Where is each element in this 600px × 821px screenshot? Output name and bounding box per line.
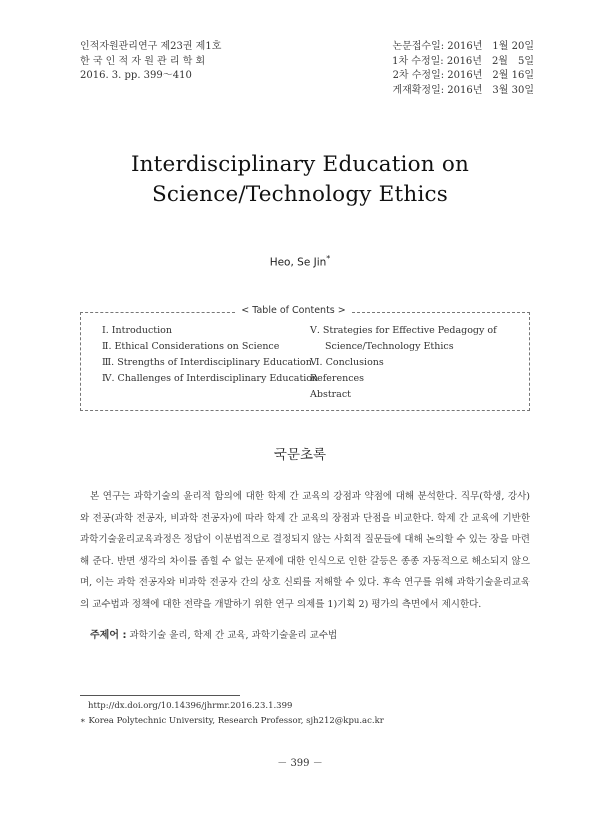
title-line-1: Interdisciplinary Education on <box>130 152 470 177</box>
issue-pages: 2016. 3. pp. 399～410 <box>80 70 192 81</box>
toc-item-challenges: Ⅳ. Challenges of Interdisciplinary Education <box>102 373 319 384</box>
keywords-label: 주제어 : <box>90 630 127 641</box>
toc-item-conclusions: Ⅵ. Conclusions <box>310 357 384 368</box>
footnotes <box>80 699 384 729</box>
date-revised-2: 2차 수정일: 2016년 2월 16일 <box>392 70 534 81</box>
abstract-body <box>80 486 530 615</box>
toc-right-column <box>310 323 497 403</box>
submission-dates <box>392 40 534 98</box>
toc-item-introduction: Ⅰ. Introduction <box>102 325 172 336</box>
journal-info <box>80 40 221 84</box>
date-revised-1: 1차 수정일: 2016년 2월 5일 <box>392 55 534 67</box>
author-affiliation: ∗ Korea Polytechnic University, Research Professor, sjh212@kpu.ac.kr <box>80 716 384 726</box>
toc-item-strengths: Ⅲ. Strengths of Interdisciplinary Education <box>102 357 312 368</box>
toc-item-ethical-considerations: Ⅱ. Ethical Considerations on Science <box>102 341 280 352</box>
keywords-terms: 과학기술 윤리, 학제 간 교육, 과학기술윤리 교수법 <box>129 630 338 641</box>
author <box>0 254 600 269</box>
date-received: 논문접수일: 2016년 1월 20일 <box>392 41 534 52</box>
toc-item-abstract: Abstract <box>310 389 351 400</box>
toc-item-references: References <box>310 373 365 384</box>
author-name: Heo, Se Jin <box>269 256 327 269</box>
title-line-2: Science/Technology Ethics <box>152 182 448 207</box>
toc-border-top-right <box>352 312 530 313</box>
page-number: － 399 － <box>277 758 323 769</box>
doi-link[interactable]: http://dx.doi.org/10.14396/jhrmr.2016.23.1.399 <box>88 701 293 711</box>
abstract-heading: 국문초록 <box>273 447 327 463</box>
society-name: 한 국 인 적 자 원 관 리 학 회 <box>80 55 206 67</box>
journal-name: 인적자원관리연구 제23권 제1호 <box>80 41 222 52</box>
toc-item-strategies-cont: Science/Technology Ethics <box>325 341 454 352</box>
toc-left-column <box>102 323 318 387</box>
toc-heading: < Table of Contents > <box>235 305 352 316</box>
author-footnote-mark: * <box>326 254 331 263</box>
toc-border-top-left <box>80 312 235 313</box>
toc-item-strategies: Ⅴ. Strategies for Effective Pedagogy of <box>310 325 497 336</box>
date-accepted: 게재확정일: 2016년 3월 30일 <box>392 84 534 96</box>
footnote-divider <box>80 695 240 696</box>
keywords <box>90 626 337 641</box>
paper-title <box>0 150 600 210</box>
abstract-text: 본 연구는 과학기술의 윤리적 함의에 대한 학제 간 교육의 강점과 약점에 대해 분석한다. 직무(학생, 강사)와 전공(과학 전공자, 비과학 전공자)에 따라 학제 간 교육의 장점과 단점을 비교한다. 학제 간 교육에 기반한 과학기술윤리교육과정은 정답이 이분법적으로 결정되지 않는 사회적 질문들에 대해 논의할 수 있는 장을 마련해 준다. 반면 생각의 차이를 좁힐 수 없는 문제에 대한 인식으로 인한 갈등은 종종 자동적으로 해소되지 않으며, 이는 과학 전공자와 비과학 전공자 간의 상호 신뢰를 저해할 수 있다. 후속 연구를 위해 과학기술윤리교육의 교수법과 정책에 대한 전략을 개발하기 위한 연구 의제를 1)기획 2) 평가의 측면에서 제시한다. <box>80 491 530 610</box>
